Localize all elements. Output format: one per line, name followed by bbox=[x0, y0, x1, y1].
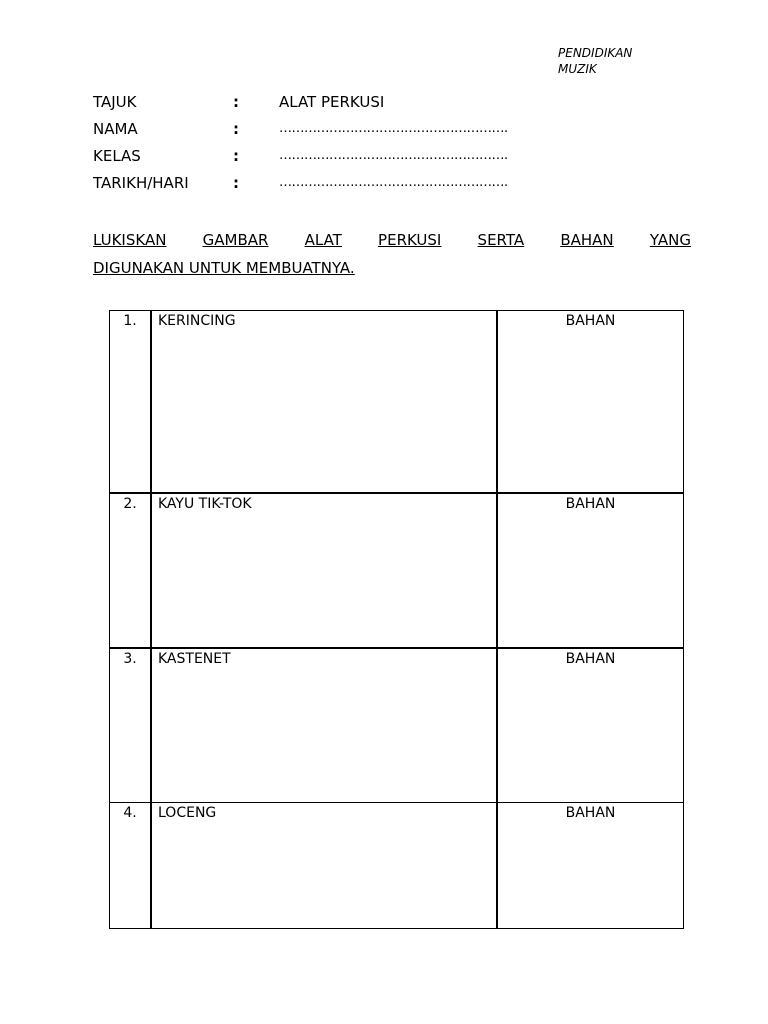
material-cell[interactable]: BAHAN bbox=[497, 493, 684, 648]
subject-heading bbox=[558, 45, 668, 77]
field-colon: : bbox=[233, 147, 239, 165]
row-number: 4. bbox=[110, 803, 152, 929]
instruction-word: PERKUSI bbox=[378, 231, 442, 249]
instruction-word: GAMBAR bbox=[202, 231, 269, 249]
instruction-line-2: DIGUNAKAN UNTUK MEMBUATNYA. bbox=[93, 259, 355, 277]
table-row bbox=[110, 648, 684, 803]
field-label: KELAS bbox=[93, 147, 141, 165]
field-blank[interactable]: ………………………………………………. bbox=[279, 148, 508, 163]
table-row bbox=[110, 803, 684, 929]
instruction-word: LUKISKAN bbox=[93, 231, 167, 249]
material-cell[interactable]: BAHAN bbox=[497, 648, 684, 803]
field-blank[interactable]: ………………………………………………. bbox=[279, 175, 508, 190]
instrument-drawing-cell[interactable]: KAYU TIK-TOK bbox=[151, 493, 497, 648]
field-colon: : bbox=[233, 120, 239, 138]
table-row bbox=[110, 311, 684, 494]
instruction-word: YANG bbox=[649, 231, 691, 249]
instrument-drawing-cell[interactable]: KASTENET bbox=[151, 648, 497, 803]
instruction-word: ALAT bbox=[304, 231, 342, 249]
instruction-word: SERTA bbox=[477, 231, 525, 249]
row-number: 2. bbox=[110, 493, 152, 648]
field-colon: : bbox=[233, 93, 239, 111]
instrument-drawing-cell[interactable]: LOCENG bbox=[151, 803, 497, 929]
table-row bbox=[110, 493, 684, 648]
field-label: TARIKH/HARI bbox=[93, 174, 189, 192]
field-label: TAJUK bbox=[93, 93, 137, 111]
instrument-drawing-cell[interactable]: KERINCING bbox=[151, 311, 497, 494]
instruction-line-1 bbox=[93, 226, 691, 254]
material-cell[interactable]: BAHAN bbox=[497, 311, 684, 494]
field-colon: : bbox=[233, 174, 239, 192]
subject-line-2: MUZIK bbox=[558, 62, 597, 76]
instruction-word: BAHAN bbox=[560, 231, 614, 249]
row-number: 1. bbox=[110, 311, 152, 494]
subject-line-1: PENDIDIKAN bbox=[558, 46, 633, 60]
material-cell[interactable]: BAHAN bbox=[497, 803, 684, 929]
field-label: NAMA bbox=[93, 120, 138, 138]
field-value: ALAT PERKUSI bbox=[279, 93, 385, 111]
instruction-text bbox=[93, 226, 691, 282]
field-blank[interactable]: ………………………………………………. bbox=[279, 121, 508, 136]
instrument-table bbox=[109, 310, 684, 929]
row-number: 3. bbox=[110, 648, 152, 803]
